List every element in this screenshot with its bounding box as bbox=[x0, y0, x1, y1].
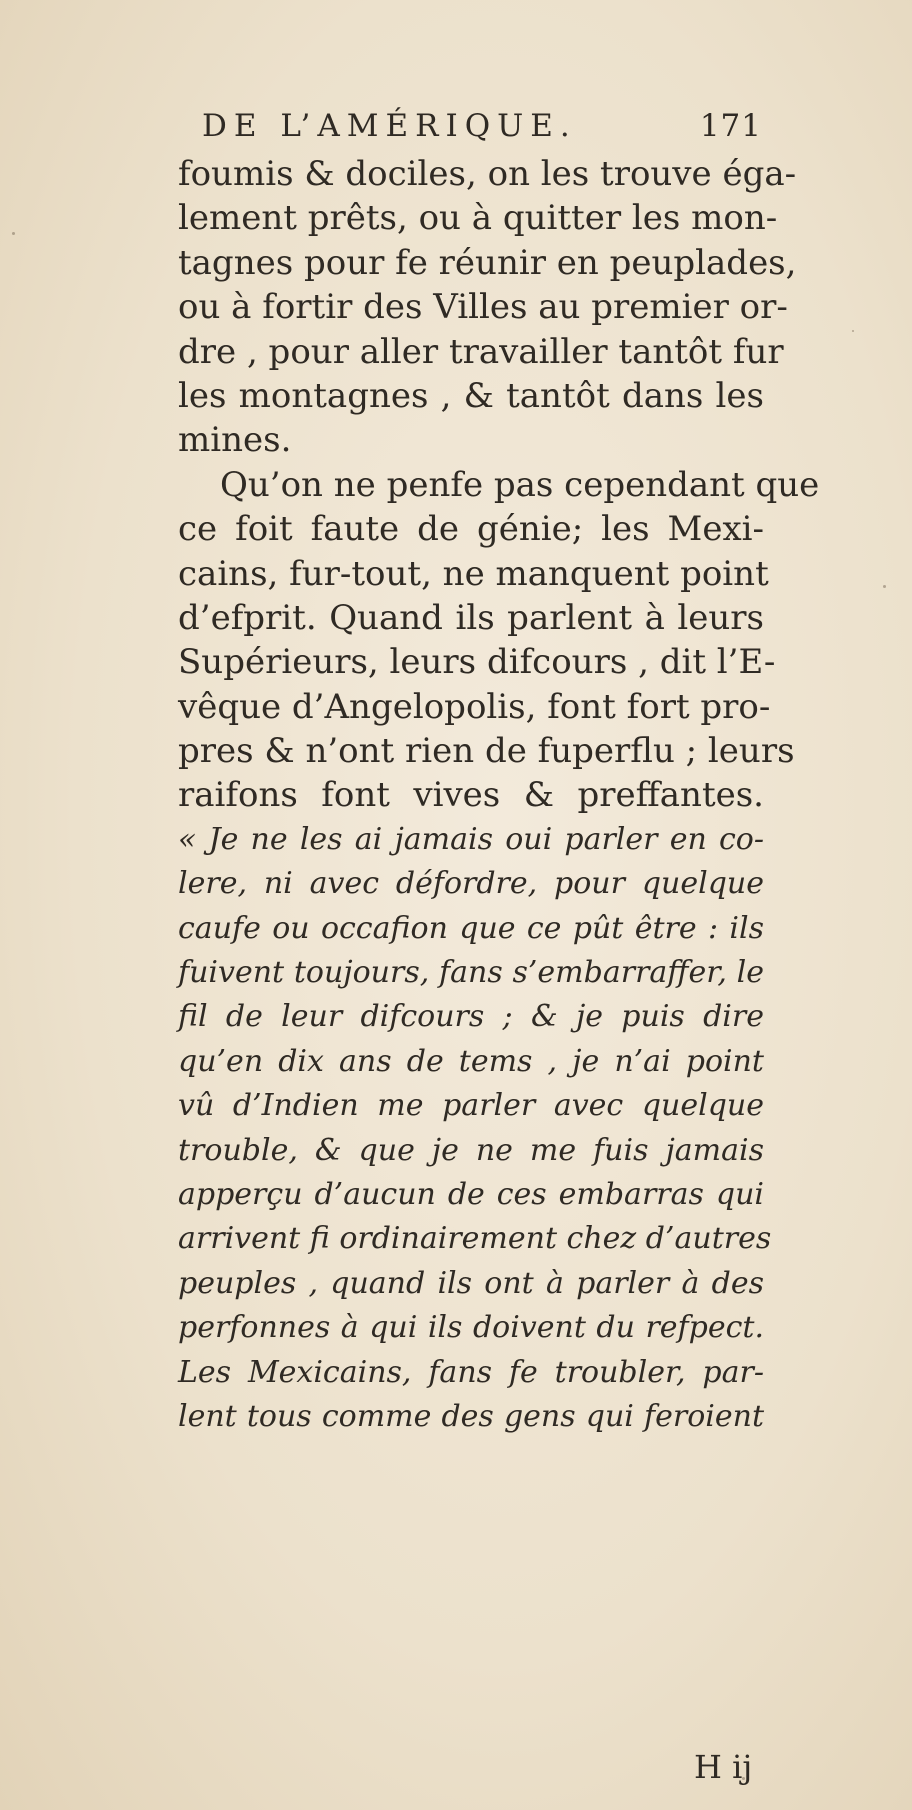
text-line: pres & n’ont rien de fuperflu ; leurs bbox=[178, 731, 795, 772]
quote-line: qu’en dix ans de tems , je n’ai point bbox=[178, 1043, 764, 1079]
page-number: 171 bbox=[699, 108, 762, 144]
text-line: cains, fur-tout, ne manquent point bbox=[178, 553, 769, 594]
text-line: Qu’on ne penfe pas cependant que bbox=[220, 464, 820, 505]
quote-line: arrivent fi ordinairement chez d’autres bbox=[178, 1221, 772, 1257]
text-line: mines. bbox=[178, 420, 292, 461]
paper-speck bbox=[852, 330, 854, 332]
quote-line: apperçu d’aucun de ces embarras qui bbox=[178, 1176, 764, 1212]
text-line: les montagnes , & tantôt dans les bbox=[178, 375, 764, 416]
paper-speck bbox=[12, 232, 15, 235]
catchword: H ij bbox=[694, 1748, 753, 1786]
paper-speck bbox=[742, 1777, 745, 1780]
body-text bbox=[178, 152, 820, 1439]
quote-line: fuivent toujours, fans s’embarraffer, le bbox=[178, 955, 764, 991]
quote-line: perfonnes à qui ils doivent du refpect. bbox=[178, 1310, 764, 1346]
text-line: vêque d’Angelopolis, font fort pro- bbox=[178, 686, 771, 727]
quote-line: trouble, & que je ne me fuis jamais bbox=[178, 1132, 764, 1168]
page-header bbox=[182, 108, 762, 158]
quote-line: peuples , quand ils ont à parler à des bbox=[178, 1265, 764, 1301]
quote-line: lent tous comme des gens qui feroient bbox=[178, 1398, 764, 1434]
paper-speck bbox=[883, 585, 886, 588]
text-line: dre , pour aller travailler tantôt fur bbox=[178, 331, 784, 372]
text-line: raifons font vives & preffantes. bbox=[178, 775, 764, 816]
quote-line: « Je ne les ai jamais oui parler en co- bbox=[178, 821, 764, 857]
quote-line: vû d’Indien me parler avec quelque bbox=[178, 1088, 764, 1124]
text-line: ce foit faute de génie; les Mexi- bbox=[178, 509, 764, 550]
quote-line: Les Mexicains, fans fe troubler, par- bbox=[178, 1354, 764, 1390]
quote-line: fil de leur difcours ; & je puis dire bbox=[178, 999, 764, 1035]
quote-line: lere, ni avec défordre, pour quelque bbox=[178, 866, 764, 902]
text-line: ou à fortir des Villes au premier or- bbox=[178, 287, 788, 328]
text-line: d’efprit. Quand ils parlent à leurs bbox=[178, 597, 764, 638]
running-title: DE L’AMÉRIQUE. bbox=[202, 108, 577, 144]
text-line: Supérieurs, leurs difcours , dit l’E- bbox=[178, 642, 776, 683]
text-line: tagnes pour fe réunir en peuplades, bbox=[178, 242, 797, 283]
text-line: foumis & dociles, on les trouve éga- bbox=[178, 154, 797, 194]
quote-line: caufe ou occafion que ce pût être : ils bbox=[178, 910, 764, 946]
text-line: lement prêts, ou à quitter les mon- bbox=[178, 198, 778, 239]
